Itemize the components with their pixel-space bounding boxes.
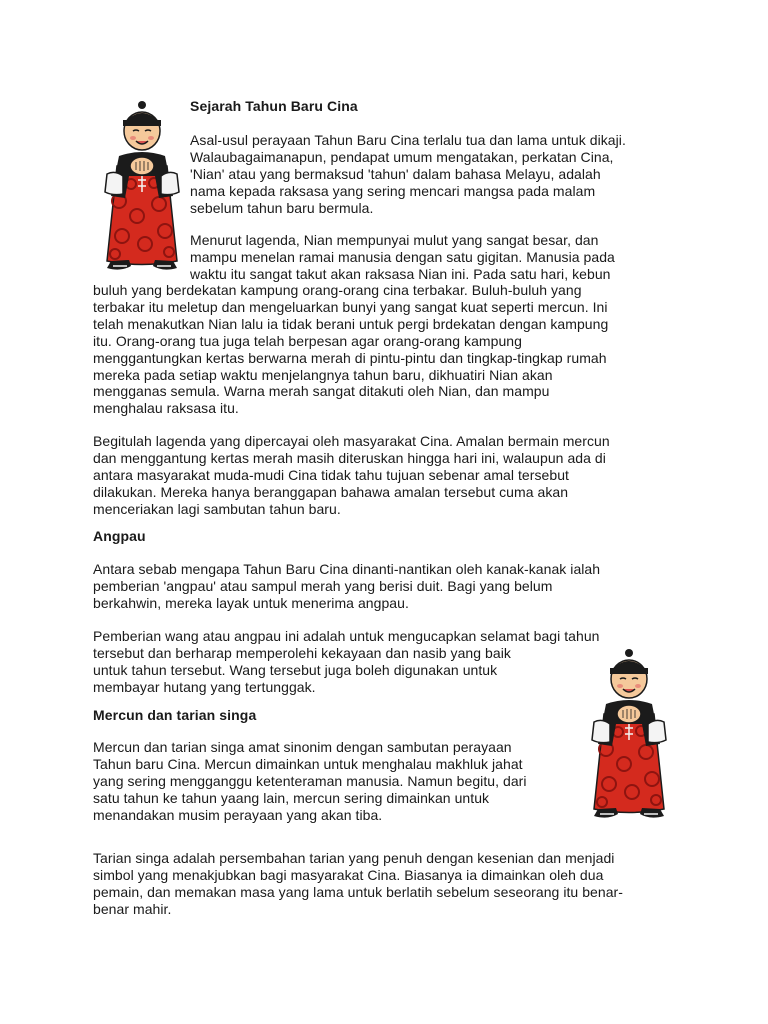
section-title-sejarah: Sejarah Tahun Baru Cina <box>190 98 358 114</box>
chinese-boy-illustration <box>96 96 188 274</box>
section-title-angpau: Angpau <box>93 528 146 544</box>
paragraph-angpau-1: Antara sebab mengapa Tahun Baru Cina dinanti-nantikan oleh kanak-kanak ialah pemberian 'angpau' atau sampul merah yang berisi duit. Bagi yang belum berkahwin, mereka layak untuk menerima angpau. <box>93 561 601 611</box>
paragraph-lagenda-intro: Menurut lagenda, Nian mempunyai mulut yang sangat besar, dan mampu menelan ramai manusia dengan satu gigitan. Manusia pada waktu itu sangat takut akan raksasa Nian ini. Pada satu hari, kebun <box>190 232 615 282</box>
paragraph-mercun-1: Mercun dan tarian singa amat sinonim dengan sambutan perayaan Tahun baru Cina. Mercun dimainkan untuk menghalau makhluk jahat yang sering mengganggu ketenteraman manusia. Namun begitu, dari satu tahun ke tahun yaang lain, mercun sering dimainkan untuk menandakan musim perayaan yang akan tiba. <box>93 739 527 823</box>
paragraph-tarian-singa: Tarian singa adalah persembahan tarian yang penuh dengan kesenian dan menjadi simbol yang menakjubkan bagi masyarakat Cina. Biasanya ia dimainkan oleh dua pemain, dan memakan masa yang lama untuk berlatih sebelum seseorang itu benar- benar mahir. <box>93 850 623 917</box>
section-title-mercun: Mercun dan tarian singa <box>93 707 257 723</box>
chinese-boy-illustration-2 <box>583 644 675 822</box>
paragraph-lagenda-body: buluh yang berdekatan kampung orang-orang cina terbakar. Buluh-buluh yang terbakar itu meletup dan mengeluarkan bunyi yang sangat kuat seperti mercun. Ini telah menakutkan Nian lalu ia tidak berani untuk pergi brdekatan dengan kampung itu. Orang-orang tua juga telah berpesan agar orang-orang kampung menggantungkan kertas berwarna merah di pintu-pintu dan tingkap-tingkap rumah mereka pada setiap waktu menjelangnya tahun baru, dikhuatiri Nian akan mengganas semula. Warna merah sangat ditakuti oleh Nian, dan mampu menghalau raksasa itu. <box>93 282 609 417</box>
paragraph-angpau-2: Pemberian wang atau angpau ini adalah untuk mengucapkan selamat bagi tahun tersebut dan berharap memperolehi kekayaan dan nasib yang baik untuk tahun tersebut. Wang tersebut juga boleh digunakan untuk membayar hutang yang tertunggak. <box>93 628 600 695</box>
paragraph-asal-usul: Asal-usul perayaan Tahun Baru Cina terlalu tua dan lama untuk dikaji. Walaubagaimanapun, pendapat umum mengatakan, perkatan Cina, 'Nian' atau yang bermaksud 'tahun' dalam bahasa Melayu, adalah nama kepada raksasa yang sering mencari mangsa pada malam sebelum tahun baru bermula. <box>190 132 626 216</box>
paragraph-begitulah: Begitulah lagenda yang dipercayai oleh masyarakat Cina. Amalan bermain mercun dan menggantung kertas merah masih diteruskan hingga hari ini, walaupun ada di antara masyarakat muda-mudi Cina tidak tahu tujuan sebenar amal tersebut dilakukan. Mereka hanya beranggapan bahawa amalan tersebut cuma akan menceriakan lagi sambutan tahun baru. <box>93 433 610 517</box>
